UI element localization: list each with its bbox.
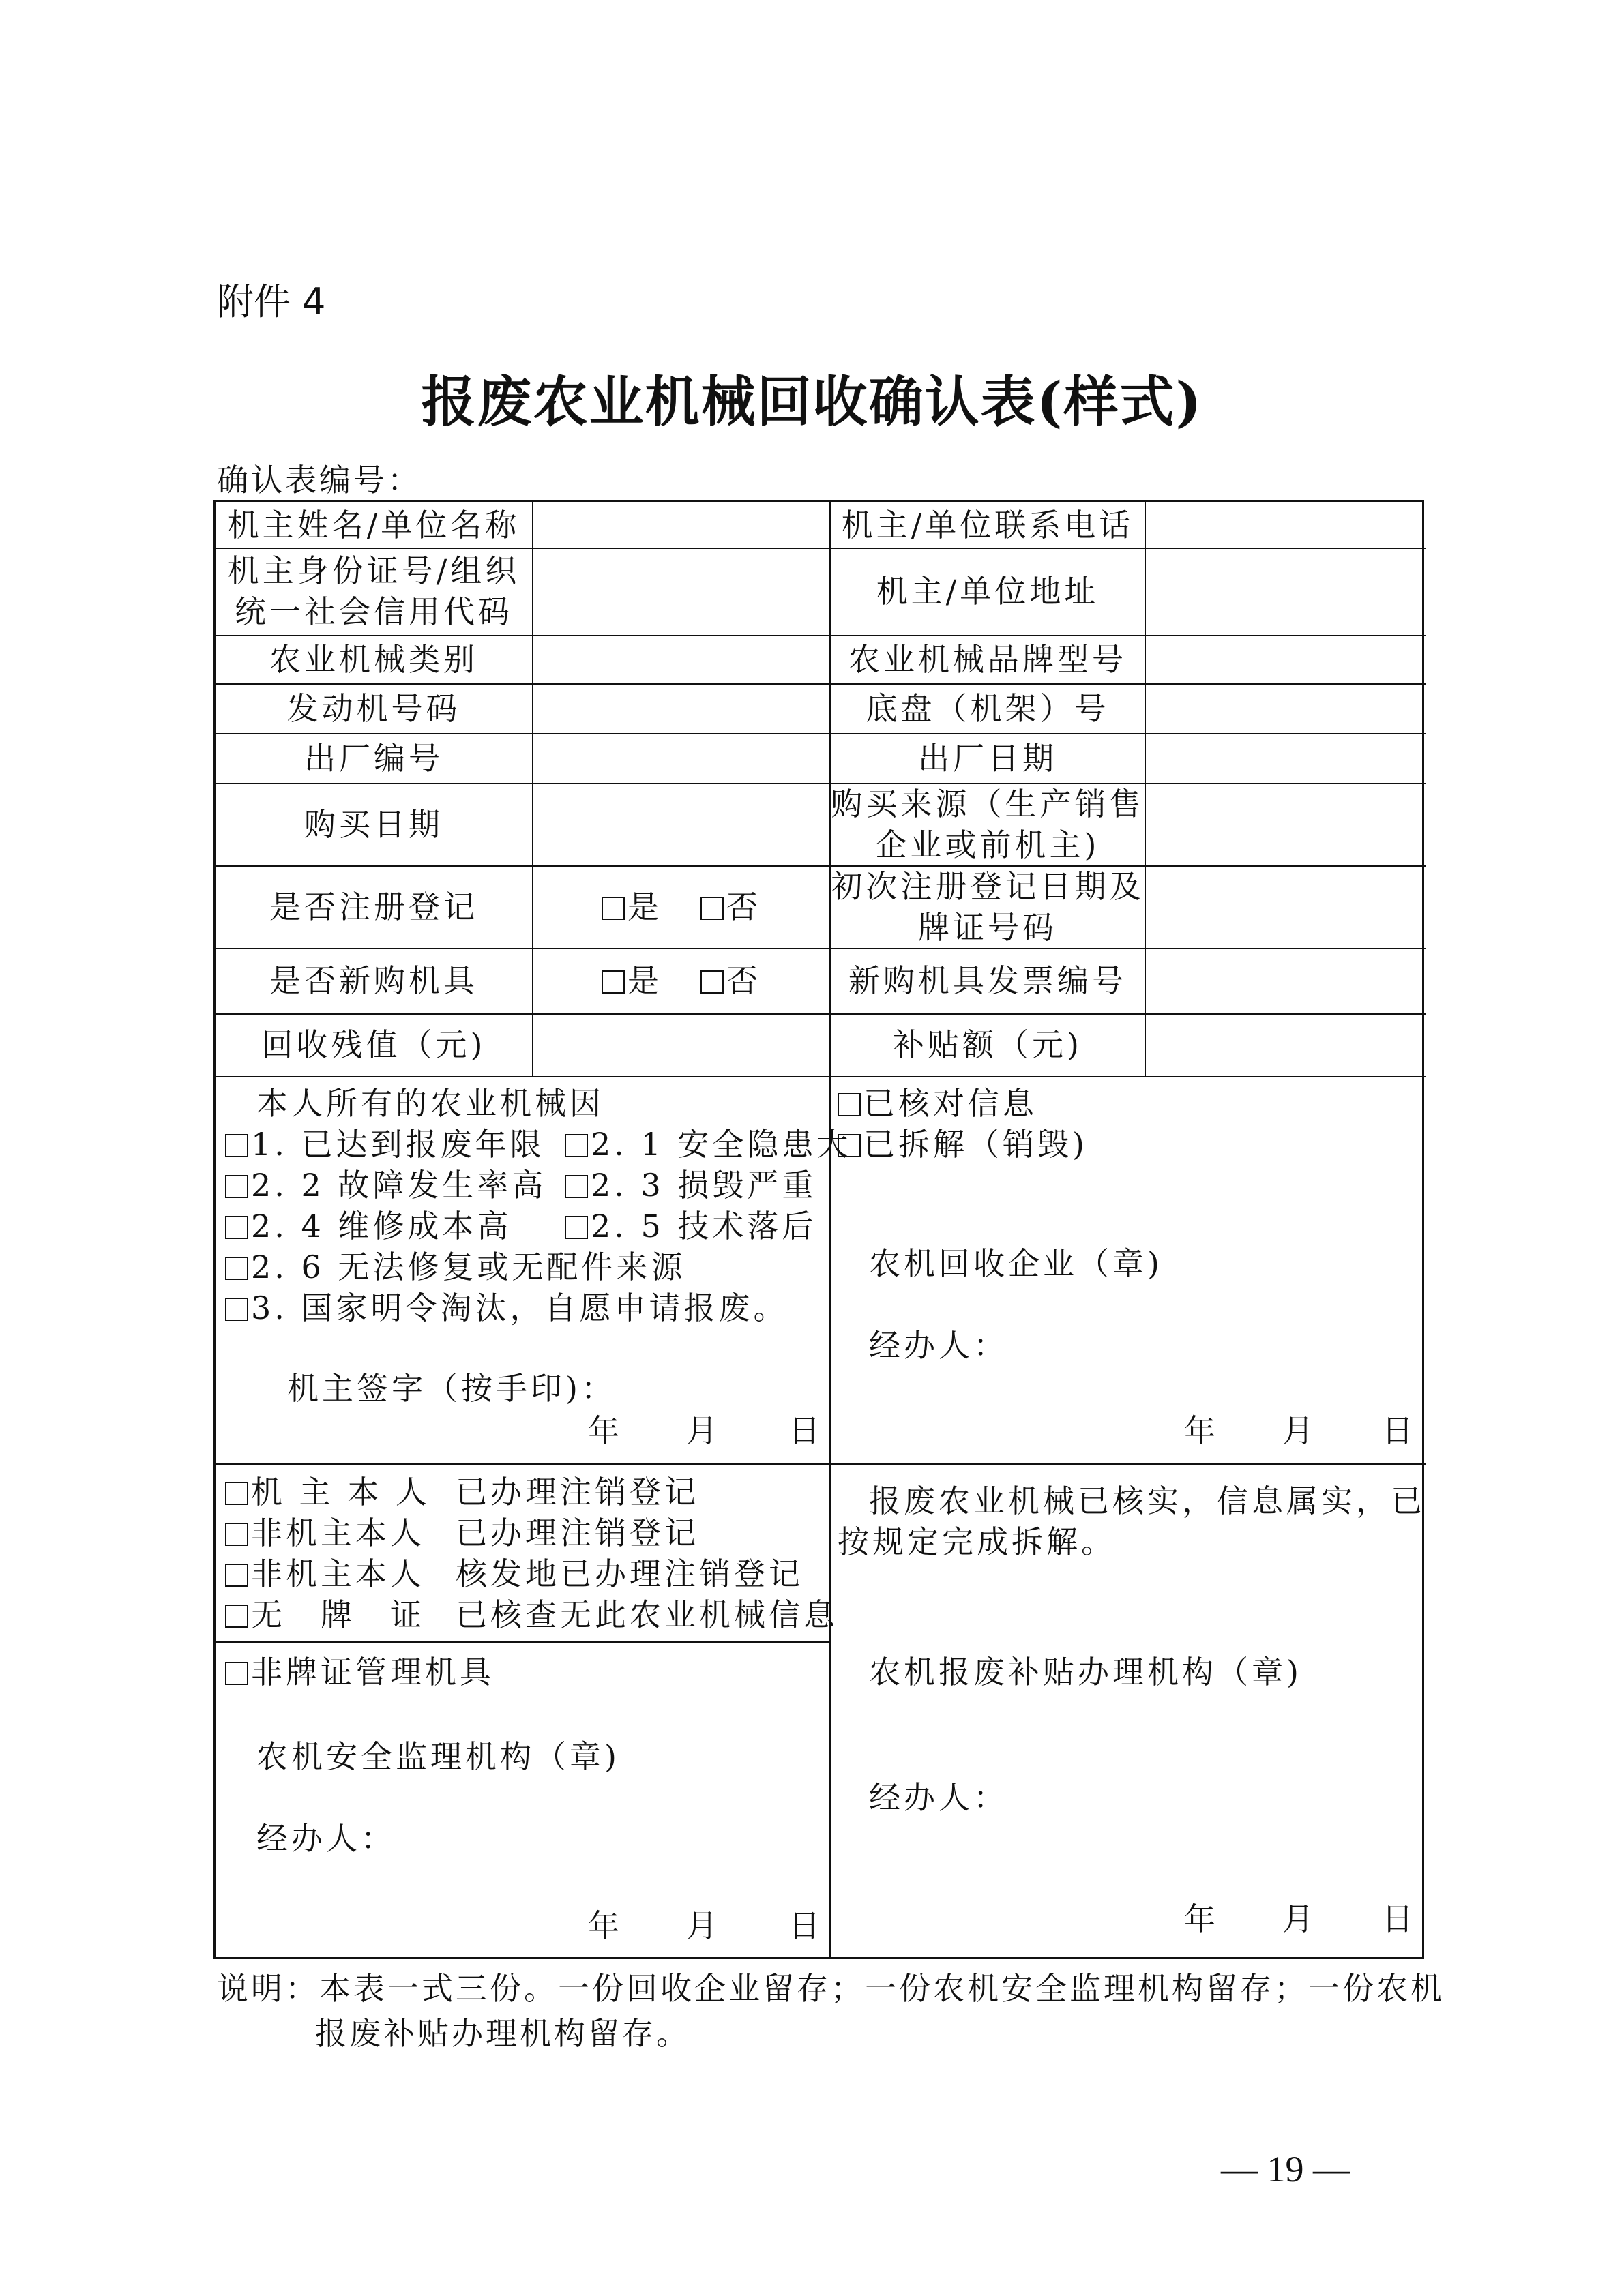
reason-2-2[interactable]: 2. 2 故障发生率高	[225, 1165, 546, 1206]
invoice-no-label: 新购机具发票编号	[848, 962, 1127, 999]
attachment-label: 附件 4	[217, 280, 326, 323]
chassis-no-label: 底盘（机架）号	[866, 689, 1110, 727]
form-number-label: 确认表编号：	[217, 462, 422, 498]
note-line2: 报废补贴办理机构留存。	[315, 2015, 690, 2052]
subsidy-verify-line1: 报废农业机械已核实，信息属实，已	[869, 1482, 1426, 1519]
invoice-no-value[interactable]	[1146, 948, 1425, 1013]
first-registration-label-line2: 牌证号码	[918, 908, 1057, 946]
new-purchase-no-option[interactable]: 否	[700, 960, 761, 1001]
machine-category-label: 农业机械类别	[269, 640, 478, 678]
safety-office-handler-label: 经办人：	[256, 1820, 396, 1857]
date-month: 月	[1282, 1900, 1317, 1937]
owner-name-label: 机主姓名/单位名称	[227, 506, 520, 543]
checkbox-icon[interactable]	[225, 1523, 248, 1546]
dereg-option-no-plate[interactable]: 无 牌 证	[225, 1594, 425, 1635]
dereg-option-owner-status: 已办理注销登记	[456, 1474, 699, 1510]
date-year: 年	[1184, 1900, 1219, 1937]
purchase-source-label-line1: 购买来源（生产销售	[831, 785, 1145, 822]
date-month: 月	[686, 1412, 721, 1449]
subsidy-verify-line2: 按规定完成拆解。	[838, 1523, 1116, 1560]
checkbox-icon[interactable]	[700, 897, 724, 920]
purchase-date-label: 购买日期	[304, 805, 443, 843]
subsidy-value[interactable]	[1146, 1013, 1425, 1076]
dereg-option-owner[interactable]: 机 主 本 人	[225, 1472, 430, 1512]
reason-2-4[interactable]: 2. 4 维修成本高	[225, 1206, 512, 1247]
dereg-option-no-plate-status: 已核查无此农业机械信息	[456, 1596, 838, 1633]
registered-label: 是否注册登记	[269, 888, 478, 925]
checkbox-icon[interactable]	[225, 1175, 248, 1198]
factory-date-value[interactable]	[1146, 733, 1425, 783]
recycler-seal-label: 农机回收企业（章)	[869, 1245, 1163, 1282]
row-divider	[216, 1076, 1426, 1077]
checkbox-icon[interactable]	[565, 1175, 588, 1198]
date-day: 日	[788, 1412, 823, 1449]
note-line1: 说明：本表一式三份。一份回收企业留存；一份农机安全监理机构留存；一份农机	[217, 1970, 1445, 2007]
checkbox-icon[interactable]	[225, 1564, 248, 1587]
dereg-option-non-owner-origin-status: 核发地已办理注销登记	[456, 1555, 803, 1592]
dereg-option-non-owner[interactable]: 非机主本人	[225, 1512, 425, 1553]
date-year: 年	[588, 1412, 623, 1449]
engine-no-label: 发动机号码	[286, 689, 461, 727]
checkbox-icon[interactable]	[225, 1605, 248, 1628]
purchase-date-value[interactable]	[533, 783, 829, 865]
machine-brand-value[interactable]	[1146, 635, 1425, 683]
first-registration-value[interactable]	[1146, 865, 1425, 948]
date-day: 日	[788, 1907, 823, 1944]
checkbox-icon[interactable]	[225, 1298, 248, 1321]
subsidy-office-date	[831, 1898, 1426, 1939]
checkbox-icon[interactable]	[565, 1216, 588, 1239]
owner-address-value[interactable]	[1146, 548, 1425, 635]
purchase-source-value[interactable]	[1146, 783, 1425, 865]
checkbox-icon[interactable]	[225, 1482, 248, 1505]
date-day: 日	[1382, 1900, 1417, 1937]
safety-office-seal-label: 农机安全监理机构（章)	[256, 1738, 620, 1775]
verified-info-option[interactable]: 已核对信息	[838, 1083, 1037, 1124]
reason-2-5[interactable]: 2. 5 技术落后	[565, 1206, 816, 1247]
date-month: 月	[686, 1907, 721, 1944]
date-year: 年	[1184, 1412, 1219, 1449]
owner-phone-value[interactable]	[1146, 502, 1425, 548]
reasons-intro: 本人所有的农业机械因	[256, 1085, 604, 1122]
factory-date-label: 出厂日期	[918, 739, 1057, 777]
checkbox-icon[interactable]	[602, 970, 625, 994]
checkbox-icon[interactable]	[838, 1093, 861, 1116]
factory-no-value[interactable]	[533, 733, 829, 783]
checkbox-icon[interactable]	[838, 1134, 861, 1157]
new-purchase-options	[533, 948, 829, 1013]
owner-phone-label: 机主/单位联系电话	[841, 506, 1134, 543]
residual-value-label: 回收残值（元)	[261, 1026, 486, 1063]
reason-1[interactable]: 1. 已达到报废年限	[225, 1124, 545, 1165]
reason-2-1[interactable]: 2. 1 安全隐患大	[565, 1124, 851, 1165]
non-plate-machine-option[interactable]: 非牌证管理机具	[225, 1652, 494, 1693]
date-month: 月	[1282, 1412, 1317, 1449]
factory-no-label: 出厂编号	[304, 739, 443, 777]
owner-id-value[interactable]	[533, 548, 829, 635]
subsidy-label: 补贴额（元)	[893, 1026, 1082, 1063]
reason-2-6[interactable]: 2. 6 无法修复或无配件来源	[225, 1247, 685, 1287]
chassis-no-value[interactable]	[1146, 683, 1425, 733]
owner-name-value[interactable]	[533, 502, 829, 548]
registered-no-option[interactable]: 否	[700, 886, 761, 927]
recycler-date	[831, 1410, 1426, 1451]
registered-yes-option[interactable]: 是	[602, 886, 662, 927]
row-divider	[216, 1641, 829, 1643]
reason-3[interactable]: 3. 国家明令淘汰，自愿申请报废。	[225, 1287, 788, 1328]
dereg-option-non-owner-status: 已办理注销登记	[456, 1515, 699, 1551]
owner-id-label-line1: 机主身份证号/组织	[227, 552, 520, 589]
reason-2-3[interactable]: 2. 3 损毁严重	[565, 1165, 816, 1206]
first-registration-label	[831, 865, 1145, 948]
engine-no-value[interactable]	[533, 683, 829, 733]
purchase-source-label-line2: 企业或前机主)	[875, 826, 1100, 863]
registered-options	[533, 865, 829, 948]
checkbox-icon[interactable]	[602, 897, 625, 920]
residual-value-input[interactable]	[533, 1013, 829, 1076]
checkbox-icon[interactable]	[225, 1662, 248, 1685]
checkbox-icon[interactable]	[700, 970, 724, 994]
subsidy-office-handler-label: 经办人：	[869, 1779, 1008, 1816]
owner-sign-date	[216, 1410, 829, 1451]
confirmation-table	[213, 500, 1424, 1959]
owner-signature-label: 机主签字（按手印)：	[287, 1370, 616, 1407]
checkbox-icon[interactable]	[225, 1134, 248, 1157]
page-title: 报废农业机械回收确认表(样式)	[421, 370, 1203, 434]
owner-id-label-line2: 统一社会信用代码	[235, 593, 513, 630]
owner-address-label: 机主/单位地址	[876, 573, 1099, 610]
recycler-handler-label: 经办人：	[869, 1327, 1008, 1364]
checkbox-icon[interactable]	[225, 1257, 248, 1280]
dereg-option-non-owner-origin[interactable]: 非机主本人	[225, 1553, 425, 1594]
page-number: — 19 —	[1221, 2149, 1350, 2190]
checkbox-icon[interactable]	[565, 1134, 588, 1157]
first-registration-label-line1: 初次注册登记日期及	[831, 867, 1145, 905]
new-purchase-label: 是否新购机具	[269, 962, 478, 999]
safety-office-date	[216, 1905, 829, 1946]
owner-id-label	[216, 548, 532, 635]
machine-category-value[interactable]	[533, 635, 829, 683]
dismantled-option[interactable]: 已拆解（销毁)	[838, 1124, 1088, 1165]
purchase-source-label	[831, 783, 1145, 865]
row-divider	[216, 1463, 1426, 1465]
checkbox-icon[interactable]	[225, 1216, 248, 1239]
date-year: 年	[588, 1907, 623, 1944]
new-purchase-yes-option[interactable]: 是	[602, 960, 662, 1001]
machine-brand-label: 农业机械品牌型号	[848, 640, 1127, 678]
subsidy-office-seal-label: 农机报废补贴办理机构（章)	[869, 1654, 1302, 1690]
date-day: 日	[1382, 1412, 1417, 1449]
